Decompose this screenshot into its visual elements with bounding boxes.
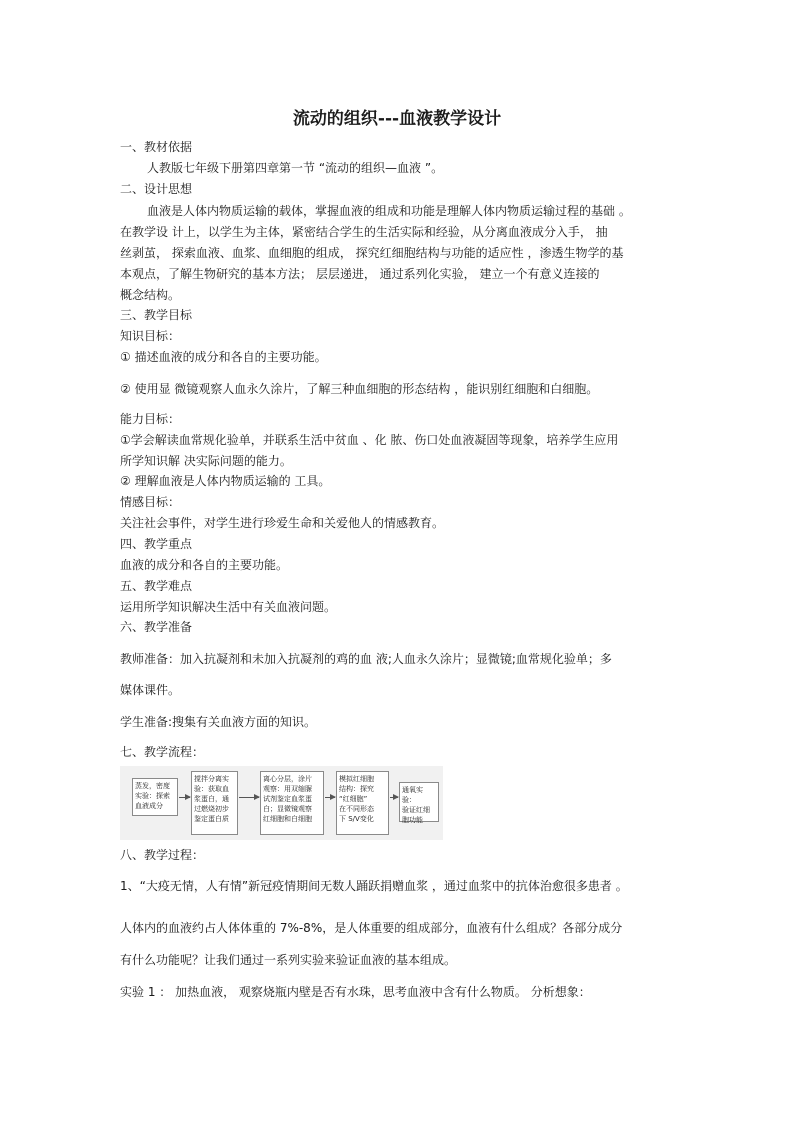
section-heading: 五、教学难点 [120,579,193,593]
paragraph-line: 实验 1 ： 加热血液， 观察烧瓶内壁是否有水珠，思考血液中含有什么物质。 分析想象： [120,985,591,999]
paragraph-line: 教师准备：加入抗凝剂和未加入抗凝剂的鸡的血 液;人血永久涂片；显微镜;血常规化验单；多 [120,652,612,666]
paragraph-line: 学生准备:搜集有关血液方面的知识。 [120,715,317,729]
flow-arrow-icon [239,797,259,798]
paragraph-line: 媒体课件。 [120,683,181,697]
flow-arrow-icon [390,797,398,798]
list-item: ① 描述血液的成分和各自的主要功能。 [120,350,327,364]
flow-step-5: 通氧实验： 验证红细 胞功能 [399,782,439,822]
section-heading: 三、教学目标 [120,308,193,322]
paragraph-line: 丝剥茧， 探索血液、血浆、血细胞的组成， 探究红细胞结构与功能的适应性 ，渗透生物学的基 [120,246,624,260]
paragraph-line: 血液的成分和各自的主要功能。 [120,558,289,572]
paragraph-line: 所学知识解 决实际问题的能力。 [120,454,292,468]
teaching-flowchart [120,766,443,840]
document-title: 流动的组织---血液教学设计 [292,109,502,129]
list-item: ② 理解血液是人体内物质运输的 工具。 [120,474,331,488]
subheading: 能力目标： [120,412,181,426]
flow-step-3: 离心分层，涂片 观察：用双缩脲 试剂鉴定血浆蛋 白；显微镜观察 红细胞和白细胞 [260,771,324,835]
paragraph-line: 本观点，了解生物研究的基本方法； 层层递进， 通过系列化实验， 建立一个有意义连接的 [120,267,600,281]
section-heading: 七、教学流程： [120,745,205,759]
section-heading: 四、教学重点 [120,537,193,551]
flow-arrow-icon [179,797,190,798]
flow-arrow-icon [325,797,335,798]
paragraph-line: 概念结构。 [120,288,181,302]
flow-step-4: 模拟红细胞 结构：探究 “红细胞” 在不同形态 下 S/V变化 [336,771,389,835]
paragraph-line: 人教版七年级下册第四章第一节 “流动的组织—血液 ”。 [147,161,444,175]
paragraph-line: 血液是人体内物质运输的载体，掌握血液的组成和功能是理解人体内物质运输过程的基础 。 [147,204,631,218]
list-item: ② 使用显 微镜观察人血永久涂片，了解三种血细胞的形态结构 ，能识别红细胞和白细胞。 [120,382,599,396]
paragraph-line: 1、“大疫无情，人有情”新冠疫情期间无数人踊跃捐赠血浆 ，通过血浆中的抗体治愈很多患者 。 [120,879,628,893]
flow-step-1: 蒸发，密度 实验：探索 血液成分 [132,778,178,816]
section-heading: 六、教学准备 [120,620,193,634]
subheading: 知识目标： [120,329,181,343]
paragraph-line: 关注社会事件，对学生进行珍爱生命和关爱他人的情感教育。 [120,516,445,530]
paragraph-line: 人体内的血液约占人体体重的 7%-8%，是人体重要的组成部分，血液有什么组成？各部分成分 [120,921,623,935]
paragraph-line: 在教学设 计上，以学生为主体，紧密结合学生的生活实际和经验，从分离血液成分入手， 抽 [120,225,608,239]
paragraph-line: 运用所学知识解决生活中有关血液问题。 [120,600,337,614]
section-heading: 八、教学过程： [120,848,205,862]
section-heading: 二、设计思想 [120,182,193,196]
paragraph-line: 有什么功能呢？让我们通过一系列实验来验证血液的基本组成。 [120,953,457,967]
subheading: 情感目标： [120,495,181,509]
flow-step-2: 搅拌分离实 验：获取血 浆蛋白，通 过燃烧初步 鉴定蛋白质 [191,771,238,835]
section-heading: 一、教材依据 [120,140,193,154]
list-item: ①学会解读血常规化验单，并联系生活中贫血 、化 脓、伤口处血液凝固等现象，培养学生应用 [120,433,619,447]
